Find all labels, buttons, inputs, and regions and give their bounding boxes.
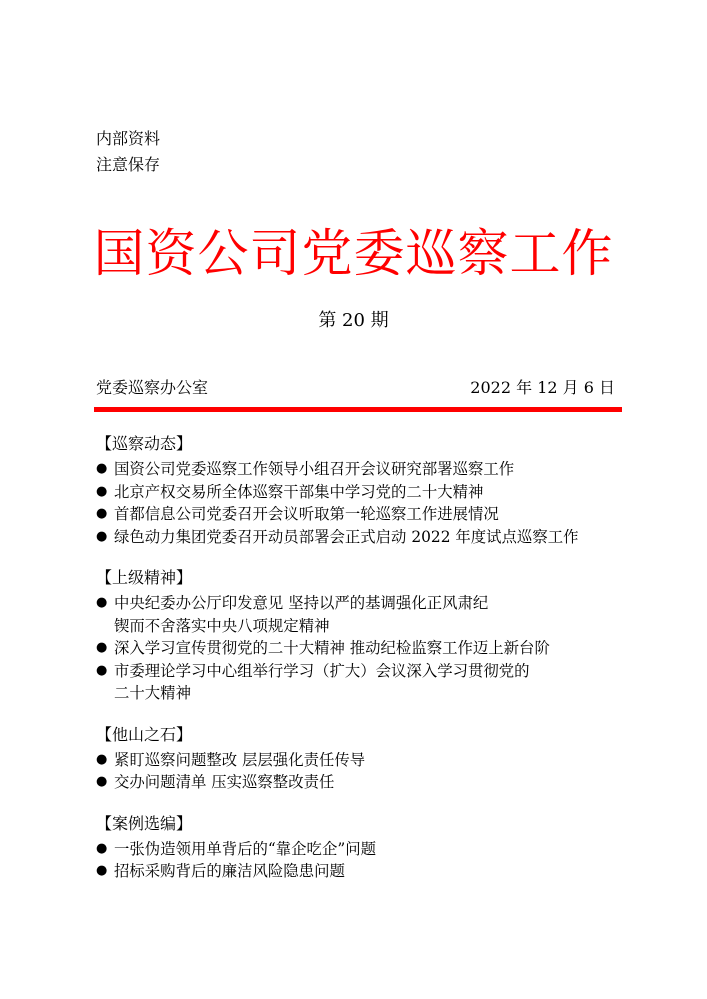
bullet-icon: ●	[96, 528, 108, 544]
bullet-icon: ●	[96, 863, 108, 878]
list-item	[96, 838, 636, 861]
section-heading: 【上级精神】	[96, 568, 193, 587]
item-text: 北京产权交易所全体巡察干部集中学习党的二十大精神	[114, 482, 484, 501]
item-text: 中央纪委办公厅印发意见 坚持以严的基调强化正风肃纪 锲而不舍落实中央八项规定精神	[114, 594, 489, 635]
item-text: 一张伪造领用单背后的“靠企吃企”问题	[114, 839, 376, 858]
item-text: 深入学习宣传贯彻党的二十大精神 推动纪检监察工作迈上新台阶	[114, 639, 550, 657]
issuer: 党委巡察办公室	[96, 378, 209, 397]
notice-line-internal: 内部资料	[96, 129, 161, 148]
list-item	[96, 771, 636, 794]
red-divider	[94, 407, 622, 412]
item-text: 交办问题清单 压实巡察整改责任	[114, 773, 335, 791]
item-text: 招标采购背后的廉洁风险隐患问题	[114, 862, 345, 880]
notice-line-keep: 注意保存	[96, 155, 161, 174]
section-inspection-news	[96, 432, 636, 548]
list-item	[96, 592, 636, 637]
bullet-icon: ●	[96, 662, 108, 678]
bullet-icon: ●	[96, 461, 108, 476]
bullet-icon: ●	[96, 751, 108, 767]
item-text: 国资公司党委巡察工作领导小组召开会议研究部署巡察工作	[114, 460, 515, 478]
section-heading: 【他山之石】	[96, 724, 193, 744]
list-item	[96, 481, 636, 504]
section-heading: 【案例选编】	[96, 813, 193, 833]
item-text: 紧盯巡察问题整改 层层强化责任传导	[114, 750, 366, 769]
item-text: 首都信息公司党委召开会议听取第一轮巡察工作进展情况	[114, 505, 499, 523]
list-item	[96, 503, 636, 526]
bullet-icon: ●	[96, 640, 108, 655]
section-higher-guidance	[96, 566, 636, 705]
masthead-title: 国资公司党委巡察工作	[93, 225, 614, 284]
list-item	[96, 526, 636, 549]
bullet-icon: ●	[96, 483, 108, 499]
list-item	[96, 860, 636, 883]
confidential-notice	[96, 126, 160, 178]
bullet-icon: ●	[96, 840, 108, 856]
section-other-experience	[96, 723, 636, 794]
section-heading: 【巡察动态】	[96, 434, 193, 453]
issue-number: 第 20 期	[318, 310, 389, 331]
issue-date: 2022 年 12 月 6 日	[470, 378, 615, 397]
bullet-icon: ●	[96, 595, 108, 610]
bullet-icon: ●	[96, 506, 108, 521]
list-item	[96, 749, 636, 772]
section-case-selection	[96, 812, 636, 883]
list-item	[96, 637, 636, 660]
bullet-icon: ●	[96, 774, 108, 789]
item-text: 绿色动力集团党委召开动员部署会正式启动 2022 年度试点巡察工作	[114, 527, 579, 546]
list-item	[96, 660, 636, 705]
item-text: 市委理论学习中心组举行学习（扩大）会议深入学习贯彻党的 二十大精神	[114, 661, 530, 702]
list-item	[96, 458, 636, 481]
contents	[96, 432, 636, 901]
